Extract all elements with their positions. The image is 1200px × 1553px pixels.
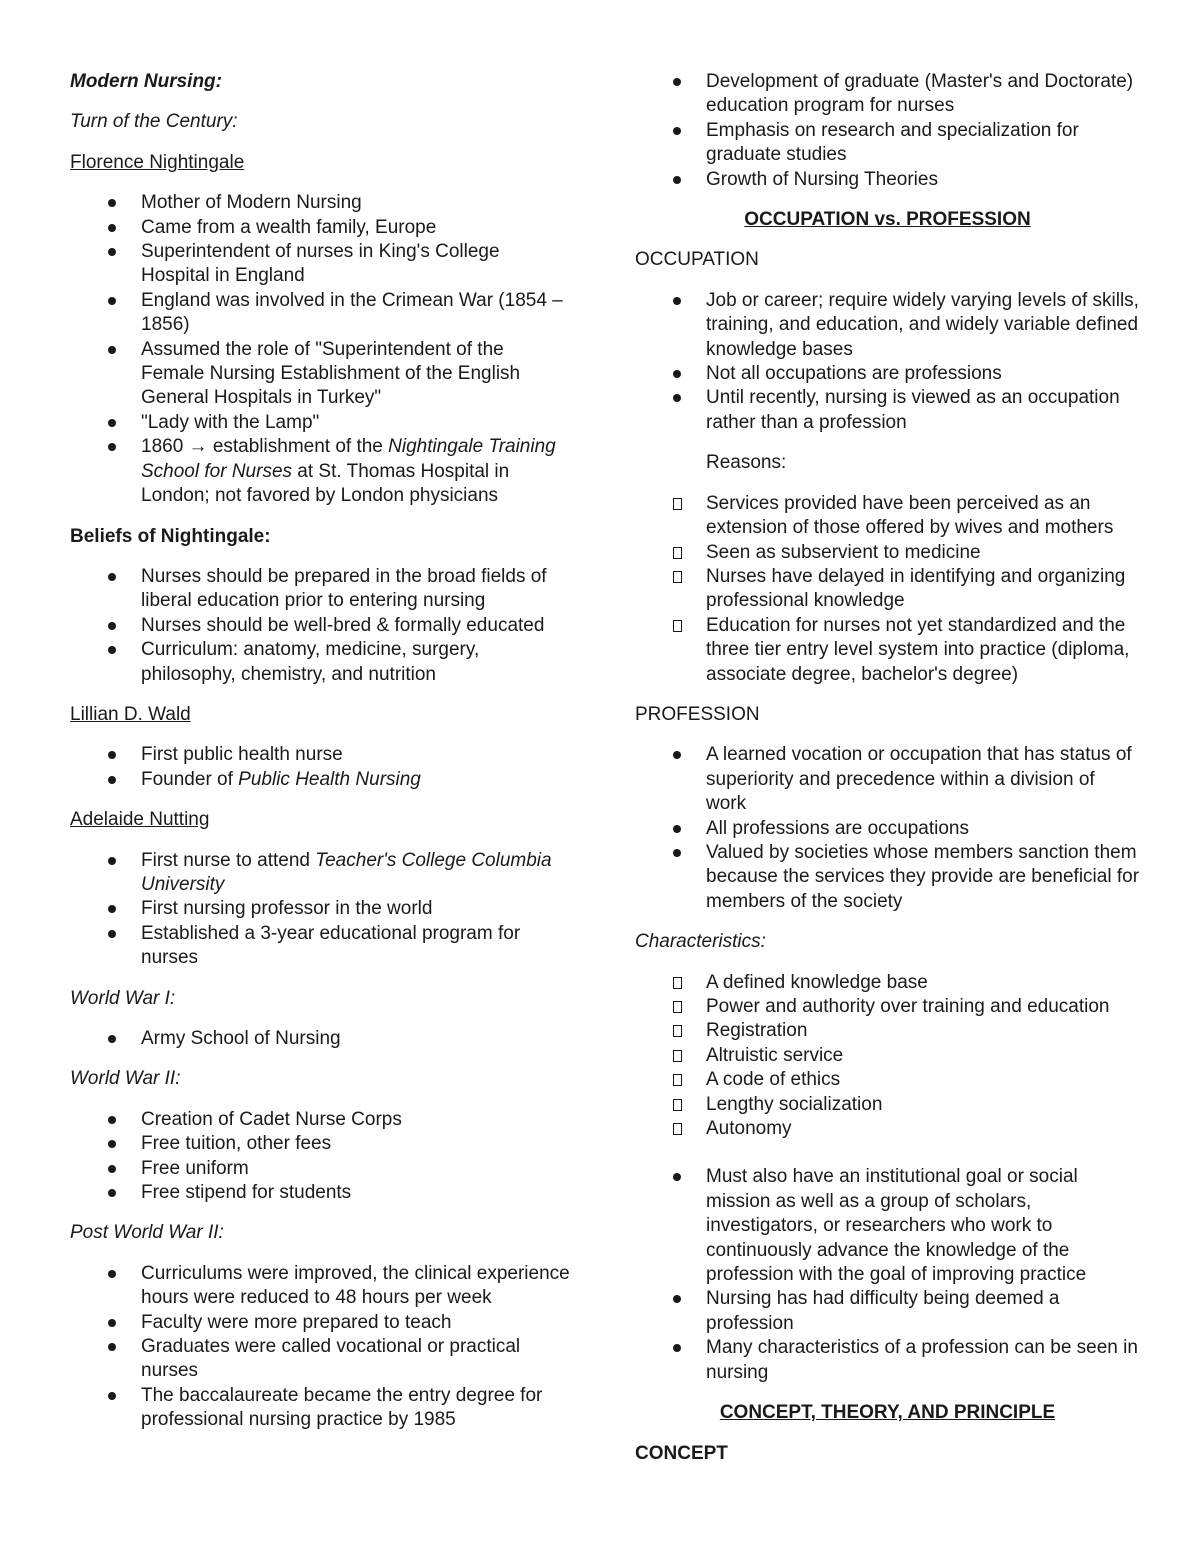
list-item: Superintendent of nurses in King's College Hospital in England	[70, 240, 570, 289]
wald-heading: Lillian D. Wald	[70, 703, 191, 725]
list-item: Graduates were called vocational or practical nurses	[70, 1335, 570, 1384]
bullet-icon	[108, 857, 116, 865]
bullet-icon	[108, 224, 116, 232]
bullet-icon	[108, 1319, 116, 1327]
list-item: Creation of Cadet Nurse Corps	[70, 1108, 570, 1132]
reasons-heading: Reasons:	[706, 452, 787, 474]
bullet-icon	[673, 1344, 681, 1352]
square-bullet-icon	[673, 1099, 682, 1111]
list-item: Job or career; require widely varying levels of skills, training, and education, and widely variable defined knowledge bases	[635, 289, 1140, 362]
florence-list	[70, 191, 570, 508]
list-item: Many characteristics of a profession can be seen in nursing	[635, 1336, 1140, 1385]
bullet-icon	[108, 573, 116, 581]
nutting-list	[70, 849, 570, 971]
bullet-icon	[108, 1165, 116, 1173]
list-item: Free stipend for students	[70, 1181, 570, 1205]
bullet-icon	[673, 297, 681, 305]
bullet-icon	[673, 849, 681, 857]
ww1-list	[70, 1027, 570, 1051]
list-item: Nurses have delayed in identifying and organizing professional knowledge	[635, 565, 1140, 614]
left-column	[70, 70, 570, 1449]
list-item: First nursing professor in the world	[70, 897, 570, 921]
list-item: Nursing has had difficulty being deemed a profession	[635, 1287, 1140, 1336]
square-bullet-icon	[673, 977, 682, 989]
list-item: Not all occupations are professions	[635, 362, 1140, 386]
occupation-list	[635, 289, 1140, 435]
bullet-icon	[108, 346, 116, 354]
bullet-icon	[108, 297, 116, 305]
list-item: The baccalaureate became the entry degree for professional nursing practice by 1985	[70, 1384, 570, 1433]
ww1-heading: World War I:	[70, 987, 176, 1009]
nutting-heading: Adelaide Nutting	[70, 809, 210, 831]
square-bullet-icon	[673, 1050, 682, 1062]
beliefs-heading: Beliefs of Nightingale:	[70, 525, 271, 547]
square-bullet-icon	[673, 1025, 682, 1037]
list-item: Came from a wealth family, Europe	[70, 216, 570, 240]
bullet-icon	[673, 1173, 681, 1181]
list-item: A code of ethics	[635, 1068, 1140, 1092]
list-item: Until recently, nursing is viewed as an occupation rather than a profession	[635, 386, 1140, 435]
list-item: All professions are occupations	[635, 817, 1140, 841]
list-item: Assumed the role of "Superintendent of the Female Nursing Establishment of the English General Hospitals in Turkey"	[70, 338, 570, 411]
bullet-icon	[108, 930, 116, 938]
ww2-heading: World War II:	[70, 1068, 181, 1090]
occupation-vs-profession-heading: OCCUPATION vs. PROFESSION	[744, 209, 1031, 231]
list-item: "Lady with the Lamp"	[70, 411, 570, 435]
bullet-icon	[673, 751, 681, 759]
list-item: Must also have an institutional goal or social mission as well as a group of scholars, investigators, or researchers who work to continuously advance the knowledge of the profession with the goal of improving practice	[635, 1165, 1140, 1287]
profession-list	[635, 743, 1140, 914]
bullet-icon	[108, 248, 116, 256]
doc-title: Modern Nursing:	[70, 71, 222, 92]
bullet-icon	[108, 443, 116, 451]
square-bullet-icon	[673, 1123, 682, 1135]
bullet-icon	[108, 751, 116, 759]
list-item: 1860 → establishment of the Nightingale Training School for Nurses at St. Thomas Hospital in London; not favored by London physicians	[70, 435, 570, 508]
list-item: Nurses should be well-bred & formally educated	[70, 614, 570, 638]
list-item: Autonomy	[635, 1117, 1140, 1141]
list-item: First nurse to attend Teacher's College Columbia University	[70, 849, 570, 898]
bullet-icon	[108, 1140, 116, 1148]
list-item: Seen as subservient to medicine	[635, 541, 1140, 565]
list-item: Free uniform	[70, 1157, 570, 1181]
list-item: Established a 3-year educational program for nurses	[70, 922, 570, 971]
bullet-icon	[108, 1343, 116, 1351]
list-item: Altruistic service	[635, 1044, 1140, 1068]
bullet-icon	[108, 905, 116, 913]
beliefs-list	[70, 565, 570, 687]
list-item: Faculty were more prepared to teach	[70, 1311, 570, 1335]
list-item: Services provided have been perceived as an extension of those offered by wives and mothers	[635, 492, 1140, 541]
bullet-icon	[108, 776, 116, 784]
concept-theory-principle-heading: CONCEPT, THEORY, AND PRINCIPLE	[719, 1402, 1056, 1424]
list-item: Curriculums were improved, the clinical experience hours were reduced to 48 hours per week	[70, 1262, 570, 1311]
graduate-list	[635, 70, 1140, 192]
list-item: A learned vocation or occupation that has status of superiority and precedence within a division of work	[635, 743, 1140, 816]
square-bullet-icon	[673, 620, 682, 632]
bullet-icon	[673, 1295, 681, 1303]
list-item: Army School of Nursing	[70, 1027, 570, 1051]
occupation-heading: OCCUPATION	[635, 249, 759, 271]
profession-more-list	[635, 1165, 1140, 1385]
bullet-icon	[673, 825, 681, 833]
list-item: A defined knowledge base	[635, 971, 1140, 995]
bullet-icon	[108, 419, 116, 427]
list-item: Growth of Nursing Theories	[635, 168, 1140, 192]
bullet-icon	[108, 646, 116, 654]
reasons-list	[635, 492, 1140, 687]
bullet-icon	[108, 1392, 116, 1400]
bullet-icon	[108, 622, 116, 630]
list-item: Nurses should be prepared in the broad fields of liberal education prior to entering nursing	[70, 565, 570, 614]
list-item: Free tuition, other fees	[70, 1132, 570, 1156]
bullet-icon	[673, 127, 681, 135]
right-column	[635, 70, 1140, 1482]
list-item: Curriculum: anatomy, medicine, surgery, philosophy, chemistry, and nutrition	[70, 638, 570, 687]
profession-heading: PROFESSION	[635, 703, 760, 725]
square-bullet-icon	[673, 571, 682, 583]
list-item: Emphasis on research and specialization for graduate studies	[635, 119, 1140, 168]
post-ww2-list	[70, 1262, 570, 1433]
bullet-icon	[108, 199, 116, 207]
list-item: Founder of Public Health Nursing	[70, 768, 570, 792]
bullet-icon	[108, 1116, 116, 1124]
bullet-icon	[673, 176, 681, 184]
list-item: Education for nurses not yet standardized and the three tier entry level system into practice (diploma, associate degree, bachelor's degree)	[635, 614, 1140, 687]
list-item: Power and authority over training and education	[635, 995, 1140, 1019]
florence-heading: Florence Nightingale	[70, 151, 245, 173]
characteristics-list	[635, 971, 1140, 1142]
concept-heading: CONCEPT	[635, 1442, 728, 1464]
bullet-icon	[673, 370, 681, 378]
square-bullet-icon	[673, 1074, 682, 1086]
turn-of-century-heading: Turn of the Century:	[70, 111, 238, 133]
square-bullet-icon	[673, 498, 682, 510]
list-item: Mother of Modern Nursing	[70, 191, 570, 215]
bullet-icon	[673, 394, 681, 402]
post-ww2-heading: Post World War II:	[70, 1222, 224, 1244]
list-item: Valued by societies whose members sanction them because the services they provide are beneficial for members of the society	[635, 841, 1140, 914]
wald-list	[70, 743, 570, 792]
bullet-icon	[108, 1270, 116, 1278]
bullet-icon	[108, 1189, 116, 1197]
square-bullet-icon	[673, 547, 682, 559]
square-bullet-icon	[673, 1001, 682, 1013]
list-item: Lengthy socialization	[635, 1093, 1140, 1117]
list-item: Registration	[635, 1019, 1140, 1043]
list-item: England was involved in the Crimean War (1854 – 1856)	[70, 289, 570, 338]
bullet-icon	[673, 78, 681, 86]
characteristics-heading: Characteristics:	[635, 931, 766, 953]
list-item: Development of graduate (Master's and Doctorate) education program for nurses	[635, 70, 1140, 119]
ww2-list	[70, 1108, 570, 1206]
bullet-icon	[108, 1035, 116, 1043]
list-item: First public health nurse	[70, 743, 570, 767]
